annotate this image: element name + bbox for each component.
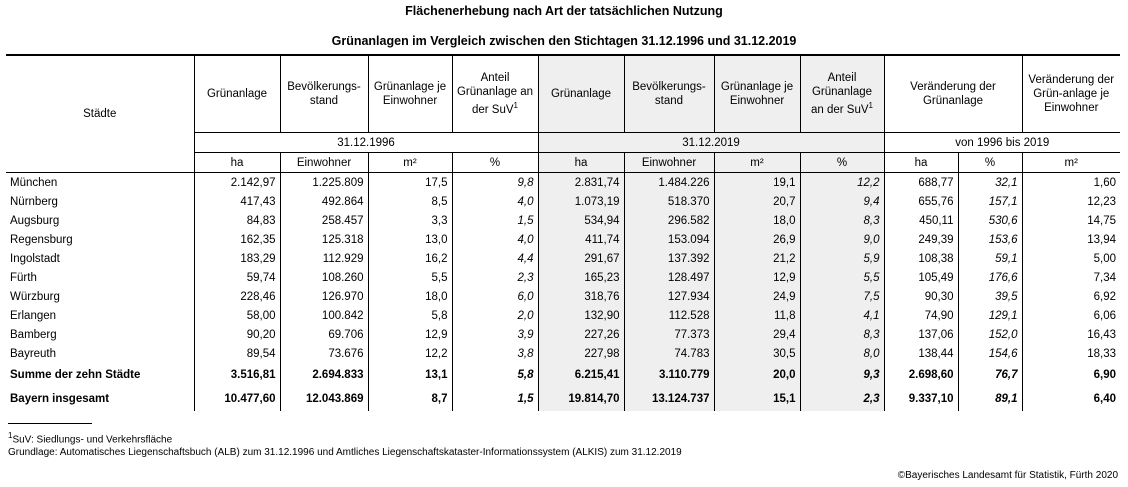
- table-cell: 1,5: [452, 211, 538, 230]
- table-cell: 59,1: [958, 249, 1022, 268]
- table-cell: 417,43: [194, 192, 280, 211]
- table-row: [6, 363, 1120, 387]
- table-row: [6, 173, 1120, 193]
- table-cell: 89,54: [194, 344, 280, 363]
- row-label: Bayreuth: [10, 347, 57, 360]
- table-cell: 18,0: [368, 287, 452, 306]
- copyright: ©Bayerisches Landesamt für Statistik, Fürth 2020: [897, 470, 1118, 481]
- table-cell: 227,26: [538, 325, 624, 344]
- table-cell: 10.477,60: [194, 387, 280, 411]
- unit-cell: m²: [714, 153, 800, 173]
- table-cell: 4,4: [452, 249, 538, 268]
- table-cell: 112.929: [280, 249, 368, 268]
- table-cell: 6,90: [1022, 363, 1120, 387]
- table-cell: 29,4: [714, 325, 800, 344]
- table-cell: 258.457: [280, 211, 368, 230]
- header-bevoelkerung-1996: Bevölkerungs-stand: [280, 55, 368, 133]
- header-anteil-2019: Anteil Grünanlage an der SuV$^1$: [800, 55, 884, 133]
- header-veraenderung: Veränderung der Grünanlage: [884, 55, 1022, 133]
- table-cell: 89,1: [958, 387, 1022, 411]
- header-gruenanlage-1996: Grünanlage: [194, 55, 280, 133]
- unit-cell: %: [800, 153, 884, 173]
- table-cell: 1.484.226: [624, 173, 714, 193]
- table-cell: 2.831,74: [538, 173, 624, 193]
- table-row: [6, 211, 1120, 230]
- table-cell: 58,00: [194, 306, 280, 325]
- unit-cell: Einwohner: [624, 153, 714, 173]
- row-label: Erlangen: [10, 309, 57, 322]
- table-cell: 26,9: [714, 230, 800, 249]
- table-cell: 6.215,41: [538, 363, 624, 387]
- table-cell: 19,1: [714, 173, 800, 193]
- table-cell: 249,39: [884, 230, 958, 249]
- table-cell: 126.970: [280, 287, 368, 306]
- table-cell: 16,43: [1022, 325, 1120, 344]
- table-cell: 228,46: [194, 287, 280, 306]
- table-cell: 6,0: [452, 287, 538, 306]
- table-row: [6, 306, 1120, 325]
- table-row: [6, 287, 1120, 306]
- table-cell: 137.392: [624, 249, 714, 268]
- row-label: Nürnberg: [10, 195, 58, 208]
- table-row: [6, 249, 1120, 268]
- table-cell: 3.110.779: [624, 363, 714, 387]
- table-subtitle: Grünanlagen im Vergleich zwischen den Stichtagen 31.12.1996 und 31.12.2019: [331, 34, 797, 48]
- table-cell: 24,9: [714, 287, 800, 306]
- header-gruenanlage-2019: Grünanlage: [538, 55, 624, 133]
- row-label: Augsburg: [10, 214, 60, 227]
- table-cell: 2.142,97: [194, 173, 280, 193]
- table-row: [6, 192, 1120, 211]
- table-cell: 296.582: [624, 211, 714, 230]
- row-label: München: [10, 176, 58, 189]
- date-range: von 1996 bis 2019: [884, 133, 1120, 153]
- table-cell: 153,6: [958, 230, 1022, 249]
- table-cell: 39,5: [958, 287, 1022, 306]
- unit-cell: Einwohner: [280, 153, 368, 173]
- table-cell: 108,38: [884, 249, 958, 268]
- table-cell: 15,1: [714, 387, 800, 411]
- table-cell: 74.783: [624, 344, 714, 363]
- table-cell: 5,00: [1022, 249, 1120, 268]
- unit-cell: m²: [368, 153, 452, 173]
- table-cell: 59,74: [194, 268, 280, 287]
- table-cell: 138,44: [884, 344, 958, 363]
- table-cell: 6,06: [1022, 306, 1120, 325]
- table-cell: 2.698,60: [884, 363, 958, 387]
- header-je-einwohner-2019: Grünanlage je Einwohner: [714, 55, 800, 133]
- table-cell: 8,7: [368, 387, 452, 411]
- row-label: Würzburg: [10, 290, 60, 303]
- table-cell: 13,0: [368, 230, 452, 249]
- unit-cell: m²: [1022, 153, 1120, 173]
- table-cell: 132,90: [538, 306, 624, 325]
- table-cell: 21,2: [714, 249, 800, 268]
- table-cell: 129,1: [958, 306, 1022, 325]
- table-cell: 2.694.833: [280, 363, 368, 387]
- table-cell: 152,0: [958, 325, 1022, 344]
- table-cell: 530,6: [958, 211, 1022, 230]
- header-city: Städte: [6, 55, 194, 173]
- table-cell: 30,5: [714, 344, 800, 363]
- table-cell: 18,33: [1022, 344, 1120, 363]
- table-cell: 20,0: [714, 363, 800, 387]
- source-note: Grundlage: Automatisches Liegenschaftsbuch (ALB) zum 31.12.1996 und Amtliches Liegenschaftskataster-Informationssystem (ALKIS) zum 31.12.2019: [8, 447, 682, 458]
- table-cell: 73.676: [280, 344, 368, 363]
- table-cell: 4,0: [452, 230, 538, 249]
- page-title: Flächenerhebung nach Art der tatsächlichen Nutzung: [405, 4, 723, 18]
- table-cell: 12,2: [368, 344, 452, 363]
- table-cell: 157,1: [958, 192, 1022, 211]
- table-cell: 9.337,10: [884, 387, 958, 411]
- table-cell: 32,1: [958, 173, 1022, 193]
- table-cell: 688,77: [884, 173, 958, 193]
- row-label: Bamberg: [10, 328, 57, 341]
- row-label: Summe der zehn Städte: [10, 369, 141, 381]
- table-cell: 291,67: [538, 249, 624, 268]
- table-cell: 128.497: [624, 268, 714, 287]
- table-cell: 90,20: [194, 325, 280, 344]
- table-row: [6, 230, 1120, 249]
- table-cell: 7,34: [1022, 268, 1120, 287]
- table-cell: 6,40: [1022, 387, 1120, 411]
- table-cell: 534,94: [538, 211, 624, 230]
- table-row: [6, 387, 1120, 411]
- unit-cell: %: [958, 153, 1022, 173]
- table-cell: 183,29: [194, 249, 280, 268]
- table-cell: 90,30: [884, 287, 958, 306]
- table-cell: 154,6: [958, 344, 1022, 363]
- table-cell: 450,11: [884, 211, 958, 230]
- table-cell: 5,5: [368, 268, 452, 287]
- table-cell: 7,5: [800, 287, 884, 306]
- footnote-divider: [8, 423, 92, 424]
- table-cell: 655,76: [884, 192, 958, 211]
- unit-cell: ha: [194, 153, 280, 173]
- header-veraenderung-je: Veränderung der Grün-anlage je Einwohner: [1022, 55, 1120, 133]
- table-cell: 411,74: [538, 230, 624, 249]
- table-cell: 13,1: [368, 363, 452, 387]
- table-cell: 5,9: [800, 249, 884, 268]
- table-cell: 76,7: [958, 363, 1022, 387]
- table-cell: 227,98: [538, 344, 624, 363]
- table-cell: 2,3: [452, 268, 538, 287]
- data-table: [6, 54, 1120, 411]
- unit-cell: ha: [538, 153, 624, 173]
- table-cell: 3.516,81: [194, 363, 280, 387]
- table-cell: 5,8: [452, 363, 538, 387]
- table-cell: 3,3: [368, 211, 452, 230]
- header-bevoelkerung-2019: Bevölkerungs-stand: [624, 55, 714, 133]
- table-cell: 127.934: [624, 287, 714, 306]
- table-cell: 12,9: [714, 268, 800, 287]
- table-cell: 1.225.809: [280, 173, 368, 193]
- table-cell: 8,3: [800, 325, 884, 344]
- table-cell: 9,4: [800, 192, 884, 211]
- table-cell: 162,35: [194, 230, 280, 249]
- table-cell: 4,0: [452, 192, 538, 211]
- date-1996: 31.12.1996: [194, 133, 538, 153]
- table-cell: 125.318: [280, 230, 368, 249]
- footnote: $^1$SuV: Siedlungs- und Verkehrsfläche: [8, 431, 173, 446]
- unit-cell: %: [452, 153, 538, 173]
- table-cell: 108.260: [280, 268, 368, 287]
- table-cell: 2,3: [800, 387, 884, 411]
- table-cell: 8,5: [368, 192, 452, 211]
- table-cell: 9,0: [800, 230, 884, 249]
- table-cell: 84,83: [194, 211, 280, 230]
- table-cell: 1.073,19: [538, 192, 624, 211]
- header-je-einwohner-1996: Grünanlage je Einwohner: [368, 55, 452, 133]
- table-cell: 20,7: [714, 192, 800, 211]
- table-row: [6, 344, 1120, 363]
- table-cell: 105,49: [884, 268, 958, 287]
- row-label: Fürth: [10, 271, 37, 284]
- table-cell: 9,8: [452, 173, 538, 193]
- table-cell: 4,1: [800, 306, 884, 325]
- table-cell: 16,2: [368, 249, 452, 268]
- table-cell: 165,23: [538, 268, 624, 287]
- table-cell: 17,5: [368, 173, 452, 193]
- table-cell: 13.124.737: [624, 387, 714, 411]
- table-cell: 18,0: [714, 211, 800, 230]
- table-cell: 14,75: [1022, 211, 1120, 230]
- row-label: Bayern insgesamt: [10, 393, 110, 405]
- table-cell: 176,6: [958, 268, 1022, 287]
- table-cell: 6,92: [1022, 287, 1120, 306]
- table-cell: 12.043.869: [280, 387, 368, 411]
- table-cell: 2,0: [452, 306, 538, 325]
- row-label: Regensburg: [10, 233, 73, 246]
- table-row: [6, 268, 1120, 287]
- table-cell: 19.814,70: [538, 387, 624, 411]
- table-cell: 12,2: [800, 173, 884, 193]
- table-cell: 11,8: [714, 306, 800, 325]
- table-cell: 137,06: [884, 325, 958, 344]
- table-cell: 8,0: [800, 344, 884, 363]
- table-cell: 3,8: [452, 344, 538, 363]
- table-cell: 12,9: [368, 325, 452, 344]
- date-2019: 31.12.2019: [538, 133, 884, 153]
- table-cell: 9,3: [800, 363, 884, 387]
- table-cell: 12,23: [1022, 192, 1120, 211]
- table-cell: 69.706: [280, 325, 368, 344]
- table-cell: 492.864: [280, 192, 368, 211]
- table-cell: 153.094: [624, 230, 714, 249]
- unit-cell: ha: [884, 153, 958, 173]
- table-cell: 77.373: [624, 325, 714, 344]
- table-cell: 1,60: [1022, 173, 1120, 193]
- table-cell: 100.842: [280, 306, 368, 325]
- table-cell: 318,76: [538, 287, 624, 306]
- table-cell: 13,94: [1022, 230, 1120, 249]
- table-cell: 74,90: [884, 306, 958, 325]
- table-row: [6, 325, 1120, 344]
- table-cell: 1,5: [452, 387, 538, 411]
- row-label: Ingolstadt: [10, 252, 60, 265]
- table-cell: 8,3: [800, 211, 884, 230]
- table-cell: 5,8: [368, 306, 452, 325]
- header-anteil-1996: Anteil Grünanlage an der SuV$^1$: [452, 55, 538, 133]
- table-cell: 518.370: [624, 192, 714, 211]
- table-cell: 3,9: [452, 325, 538, 344]
- table-cell: 5,5: [800, 268, 884, 287]
- table-cell: 112.528: [624, 306, 714, 325]
